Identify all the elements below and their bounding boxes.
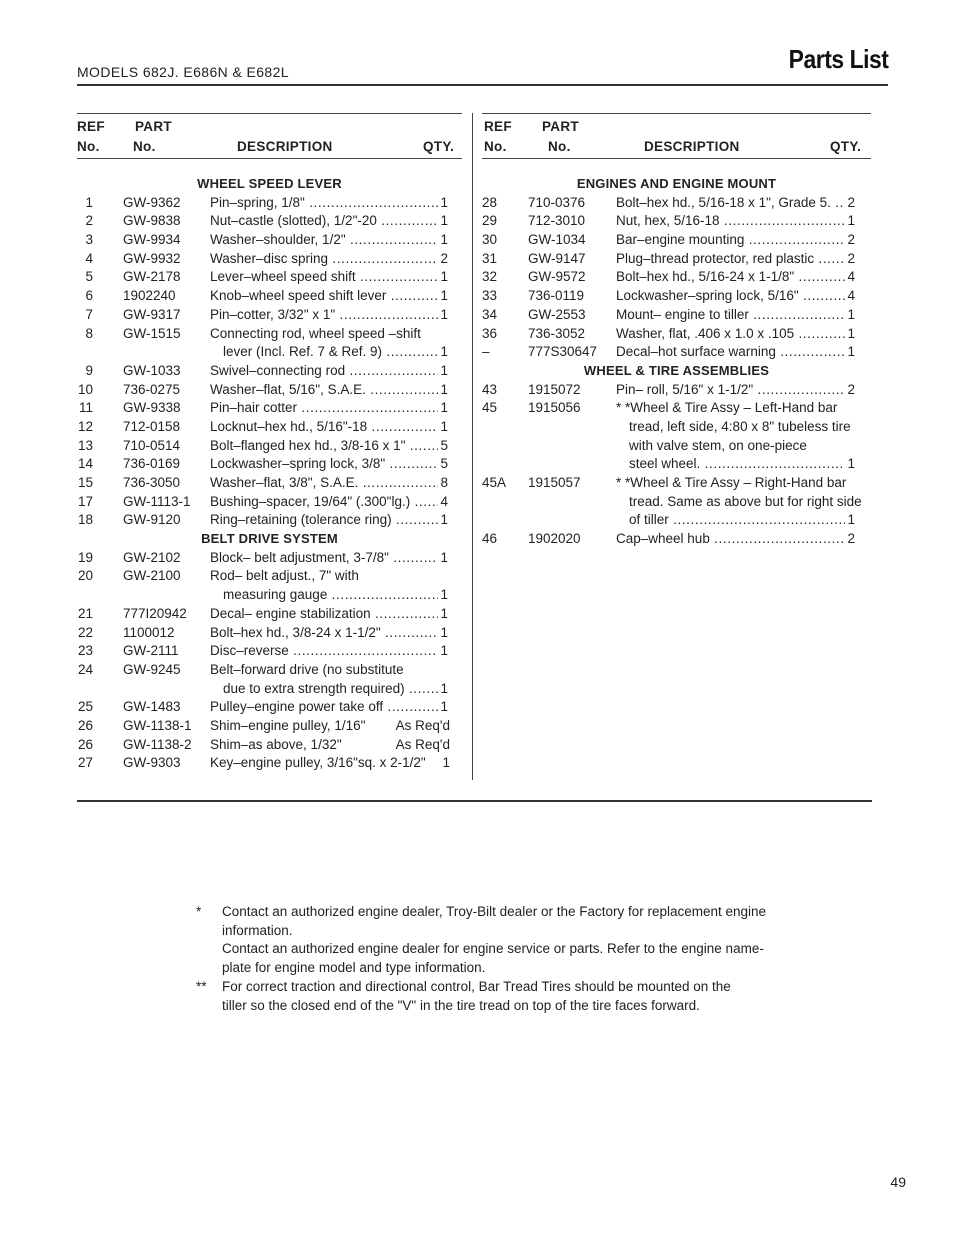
header-rule (482, 158, 871, 159)
quantity: 4 (845, 268, 855, 287)
part-number: 1915057 (528, 475, 581, 490)
part-number: GW-1138-2 (123, 736, 192, 752)
part-number: GW-1113-1 (123, 493, 191, 509)
part-description: Pin–hair cotter ..... (210, 399, 443, 418)
part-description-continued: tread. Same as above but for right side (629, 493, 862, 509)
bottom-rule (77, 800, 872, 802)
ref-header: REF (484, 119, 512, 134)
part-description: Nut, hex, 5/16-18 ..... (616, 212, 848, 231)
part-number: GW-9338 (123, 400, 181, 416)
qty-header: QTY. (830, 139, 862, 154)
quantity: 5 (438, 437, 448, 456)
part-description: Mount– engine to tiller ..... (616, 306, 848, 325)
column-divider (472, 113, 473, 780)
quantity: 1 (845, 306, 855, 325)
ref-number: 6 (85, 288, 93, 304)
part-number: GW-9303 (123, 755, 181, 771)
table-row (482, 194, 871, 213)
section-title: WHEEL & TIRE ASSEMBLIES (583, 362, 770, 378)
part-description: Pin– roll, 5/16" x 1-1/2" ..... (616, 381, 848, 400)
part-description: Washer–flat, 3/8", S.A.E. ..... (210, 474, 443, 493)
section-title: BELT DRIVE SYSTEM (201, 531, 338, 547)
part-description: Washer, flat, .406 x 1.0 x .105 ..... (616, 325, 848, 344)
table-row (482, 474, 871, 493)
table-row (77, 418, 462, 437)
table-row (77, 754, 462, 773)
footnote (196, 978, 796, 1015)
quantity: 1 (438, 586, 448, 605)
ref-number: 15 (77, 475, 93, 490)
table-row (77, 642, 462, 661)
part-header: PART (542, 119, 579, 134)
quantity: 1 (438, 287, 448, 306)
part-number: GW-2553 (528, 306, 586, 322)
ref-number: 25 (77, 699, 93, 715)
quantity: 1 (845, 325, 855, 344)
part-description: Lever–wheel speed shift ..... (210, 268, 443, 287)
ref-number: 14 (77, 456, 93, 472)
part-description: Pin–spring, 1/8" ..... (210, 194, 443, 213)
table-row (77, 717, 462, 736)
quantity: 1 (845, 455, 855, 474)
part-number: GW-9147 (528, 250, 586, 266)
part-description: Shim–as above, 1/32" (210, 736, 342, 752)
part-number: 736-3052 (528, 325, 586, 341)
footnote-mark: ** (196, 978, 207, 994)
quantity: 1 (438, 212, 448, 231)
part-description: Plug–thread protector, red plastic ..... (616, 250, 848, 269)
part-header: PART (135, 119, 172, 134)
part-description: Cap–wheel hub ..... (616, 530, 848, 549)
table-row (77, 698, 462, 717)
part-number: 777S30647 (528, 344, 598, 360)
part-description: Swivel–connecting rod ..... (210, 362, 443, 381)
part-number: 712-0158 (123, 418, 181, 434)
table-row-continuation (77, 680, 462, 699)
part-description: Belt–forward drive (no substitute (210, 661, 404, 677)
quantity: 1 (438, 418, 448, 437)
part-description: Nut–castle (slotted), 1/2"-20 ..... (210, 212, 443, 231)
ref-number: 45 (482, 400, 498, 416)
part-number: GW-9932 (123, 250, 181, 266)
part-description: Bar–engine mounting ..... (616, 231, 848, 250)
left-parts-list (77, 175, 462, 773)
table-row (77, 511, 462, 530)
table-row (77, 268, 462, 287)
part-description-continued: measuring gauge ..... (223, 586, 443, 605)
ref-number: 24 (77, 661, 93, 677)
footnote-line: Contact an authorized engine dealer for engine service or parts. Refer to the engine name- (222, 941, 764, 957)
footnote-line: For correct traction and directional control, Bar Tread Tires should be mounted on the (222, 978, 731, 994)
table-row-continuation (482, 511, 871, 530)
quantity: 5 (438, 455, 448, 474)
table-row (77, 287, 462, 306)
part-description: Decal–hot surface warning ..... (616, 343, 848, 362)
part-number: GW-9362 (123, 194, 181, 210)
part-number: GW-9934 (123, 232, 181, 248)
footnote-line: information. (222, 922, 293, 938)
part-no-header: No. (133, 139, 156, 154)
quantity: 1 (438, 642, 448, 661)
table-row (77, 661, 462, 680)
quantity: 2 (845, 250, 855, 269)
part-number: GW-9838 (123, 213, 181, 229)
table-row (482, 306, 871, 325)
ref-number: 34 (482, 306, 498, 322)
page-title: Parts List (788, 44, 888, 74)
right-parts-list (482, 175, 871, 549)
header-rule (77, 158, 462, 159)
table-row-continuation (482, 437, 871, 456)
quantity: 1 (438, 680, 448, 699)
ref-number: 5 (85, 269, 93, 285)
part-description: * *Wheel & Tire Assy – Left-Hand bar (616, 400, 838, 416)
part-no-header: No. (548, 139, 571, 154)
footnote-line: plate for engine model and type information. (222, 960, 486, 976)
table-row (77, 549, 462, 568)
table-row (77, 362, 462, 381)
table-row (77, 212, 462, 231)
table-row (482, 343, 871, 362)
part-description: Disc–reverse ..... (210, 642, 443, 661)
table-row (77, 306, 462, 325)
part-description: Pulley–engine power take off ..... (210, 698, 443, 717)
part-description: Knob–wheel speed shift lever ..... (210, 287, 443, 306)
quantity: 1 (845, 212, 855, 231)
ref-number: 10 (77, 381, 93, 397)
part-number: GW-1483 (123, 699, 181, 715)
table-row (482, 325, 871, 344)
quantity: 2 (845, 381, 855, 400)
part-number: 736-0275 (123, 381, 181, 397)
part-description-continued: lever (Incl. Ref. 7 & Ref. 9) ..... (223, 343, 443, 362)
ref-number: 27 (77, 755, 93, 771)
ref-number: 36 (482, 325, 498, 341)
ref-number: – (482, 344, 490, 360)
table-row (482, 381, 871, 400)
part-description: Decal– engine stabilization ..... (210, 605, 443, 624)
quantity: 1 (438, 381, 448, 400)
part-number: GW-2102 (123, 549, 181, 565)
table-row (77, 455, 462, 474)
part-number: 1915072 (528, 381, 581, 397)
ref-number: 21 (77, 605, 93, 621)
part-number: 736-0169 (123, 456, 181, 472)
ref-number: 28 (482, 194, 498, 210)
part-description-continued: of tiller ..... (629, 511, 848, 530)
table-row (77, 399, 462, 418)
part-number: GW-2100 (123, 568, 181, 584)
ref-header: REF (77, 119, 105, 134)
ref-no-header: No. (77, 139, 100, 154)
part-number: GW-9120 (123, 512, 181, 528)
quantity: 2 (438, 250, 448, 269)
table-row (482, 212, 871, 231)
ref-number: 22 (77, 624, 93, 640)
quantity: 8 (438, 474, 448, 493)
table-row (77, 474, 462, 493)
part-number: GW-1033 (123, 362, 181, 378)
right-column-header (482, 118, 871, 158)
right-top-rule (482, 113, 871, 114)
table-row (77, 194, 462, 213)
part-number: 1902020 (528, 531, 581, 547)
part-description: Bolt–hex hd., 5/16-18 x 1", Grade 5. ..... (616, 194, 848, 213)
table-row (482, 399, 871, 418)
table-row (77, 736, 462, 755)
part-description: Ring–retaining (tolerance ring) ..... (210, 511, 443, 530)
ref-number: 3 (85, 232, 93, 248)
ref-number: 26 (77, 717, 93, 733)
description-header: DESCRIPTION (237, 139, 333, 154)
part-number: 736-3050 (123, 475, 181, 490)
ref-number: 33 (482, 288, 498, 304)
description-header: DESCRIPTION (644, 139, 740, 154)
ref-number: 32 (482, 269, 498, 285)
quantity: 1 (438, 549, 448, 568)
quantity: 1 (438, 399, 448, 418)
quantity: 1 (438, 194, 448, 213)
ref-number: 45A (482, 475, 507, 490)
part-description: Bolt–hex hd., 5/16-24 x 1-1/8" ..... (616, 268, 848, 287)
quantity: 2 (845, 530, 855, 549)
quantity: 1 (438, 605, 448, 624)
ref-number: 4 (85, 250, 93, 266)
part-number: GW-9245 (123, 661, 181, 677)
part-description-continued: steel wheel. ..... (629, 455, 848, 474)
quantity: 1 (845, 343, 855, 362)
ref-number: 2 (85, 213, 93, 229)
table-row-continuation (482, 493, 871, 512)
table-row (482, 530, 871, 549)
part-description: Washer–disc spring ..... (210, 250, 443, 269)
table-row (77, 624, 462, 643)
table-row (77, 325, 462, 344)
page-number: 49 (890, 1174, 906, 1190)
qty-header: QTY. (423, 139, 455, 154)
part-description: Bolt–hex hd., 3/8-24 x 1-1/2" ..... (210, 624, 443, 643)
ref-number: 7 (85, 306, 93, 322)
part-number: GW-9572 (528, 269, 586, 285)
quantity: 1 (845, 511, 855, 530)
header-models: MODELS 682J. E686N & E682L (77, 64, 289, 80)
quantity: 1 (438, 268, 448, 287)
part-description: Bushing–spacer, 19/64" (.300"lg.) ..... (210, 493, 443, 512)
table-row (482, 231, 871, 250)
table-row (482, 268, 871, 287)
right-column (482, 118, 871, 549)
quantity: 1 (438, 624, 448, 643)
part-description: Lockwasher–spring lock, 3/8" ..... (210, 455, 443, 474)
part-number: 1902240 (123, 288, 176, 304)
table-row (77, 250, 462, 269)
quantity: 1 (440, 754, 450, 773)
part-number: 710-0514 (123, 437, 181, 453)
part-description: Washer–shoulder, 1/2" ..... (210, 231, 443, 250)
table-row-continuation (482, 418, 871, 437)
ref-no-header: No. (484, 139, 507, 154)
table-row-continuation (77, 586, 462, 605)
part-number: GW-1515 (123, 325, 181, 341)
quantity: 1 (438, 343, 448, 362)
part-description: Shim–engine pulley, 1/16" (210, 717, 366, 733)
ref-number: 1 (85, 194, 93, 210)
table-row (77, 493, 462, 512)
ref-number: 23 (77, 643, 93, 659)
ref-number: 43 (482, 381, 498, 397)
part-description: Rod– belt adjust., 7" with (210, 568, 359, 584)
quantity: As Req'd (394, 736, 450, 755)
table-row (482, 287, 871, 306)
part-description: Key–engine pulley, 3/16"sq. x 2-1/2" (210, 755, 426, 771)
footnote (196, 903, 796, 978)
left-column-header (77, 118, 462, 158)
quantity: 4 (438, 493, 448, 512)
ref-number: 9 (85, 362, 93, 378)
footnote-line: Contact an authorized engine dealer, Troy-Bilt dealer or the Factory for replacement engine (222, 904, 767, 919)
part-number: 777I20942 (123, 605, 187, 621)
part-description: Connecting rod, wheel speed –shift (210, 325, 421, 341)
quantity: 1 (438, 362, 448, 381)
table-row (77, 381, 462, 400)
part-number: GW-9317 (123, 306, 181, 322)
table-row (77, 231, 462, 250)
part-description-continued: tread, left side, 4:80 x 8" tubeless tire (629, 418, 851, 434)
part-description: Pin–cotter, 3/32" x 1" ..... (210, 306, 443, 325)
part-description: Bolt–flanged hex hd., 3/8-16 x 1" ..... (210, 437, 443, 456)
footnote-mark: * (196, 904, 202, 919)
ref-number: 17 (77, 493, 93, 509)
part-number: 712-3010 (528, 213, 586, 229)
left-top-rule (77, 113, 462, 114)
part-number: 710-0376 (528, 194, 586, 210)
section-title: ENGINES AND ENGINE MOUNT (576, 176, 777, 191)
part-description: Washer–flat, 5/16", S.A.E. ..... (210, 381, 443, 400)
footnotes (196, 903, 796, 1015)
quantity: 1 (438, 511, 448, 530)
table-row (77, 437, 462, 456)
table-row (482, 250, 871, 269)
quantity: As Req'd (394, 717, 450, 736)
ref-number: 19 (77, 549, 93, 565)
part-description-continued: due to extra strength required) ..... (223, 680, 443, 699)
ref-number: 46 (482, 531, 498, 547)
table-row-continuation (482, 455, 871, 474)
part-number: 1915056 (528, 400, 581, 416)
quantity: 4 (845, 287, 855, 306)
part-number: GW-2111 (123, 643, 179, 659)
part-description: Block– belt adjustment, 3-7/8" ..... (210, 549, 443, 568)
ref-number: 31 (482, 250, 498, 266)
table-row (77, 567, 462, 586)
quantity: 2 (845, 194, 855, 213)
part-description-continued: with valve stem, on one-piece (629, 437, 807, 453)
ref-number: 26 (77, 736, 93, 752)
footnote-line: tiller so the closed end of the "V" in the tire tread on top of the tire faces forward. (222, 997, 700, 1013)
part-number: GW-1138-1 (123, 717, 192, 733)
ref-number: 30 (482, 232, 498, 248)
ref-number: 11 (78, 400, 93, 416)
part-number: GW-2178 (123, 269, 181, 285)
quantity: 1 (438, 306, 448, 325)
left-column (77, 118, 462, 773)
quantity: 1 (438, 698, 448, 717)
part-number: 736-0119 (528, 288, 585, 304)
part-number: 1100012 (123, 624, 175, 640)
part-description: Locknut–hex hd., 5/16"-18 ..... (210, 418, 443, 437)
ref-number: 18 (77, 512, 93, 528)
ref-number: 20 (77, 568, 93, 584)
ref-number: 8 (85, 325, 93, 341)
ref-number: 29 (482, 213, 498, 229)
part-number: GW-1034 (528, 232, 586, 248)
part-description: * *Wheel & Tire Assy – Right-Hand bar (616, 475, 847, 490)
top-rule (77, 84, 888, 86)
quantity: 2 (845, 231, 855, 250)
ref-number: 12 (77, 418, 93, 434)
quantity: 1 (438, 231, 448, 250)
part-description: Lockwasher–spring lock, 5/16" ..... (616, 287, 848, 306)
table-row (77, 605, 462, 624)
section-title: WHEEL SPEED LEVER (197, 176, 342, 191)
ref-number: 13 (77, 437, 93, 453)
table-row-continuation (77, 343, 462, 362)
